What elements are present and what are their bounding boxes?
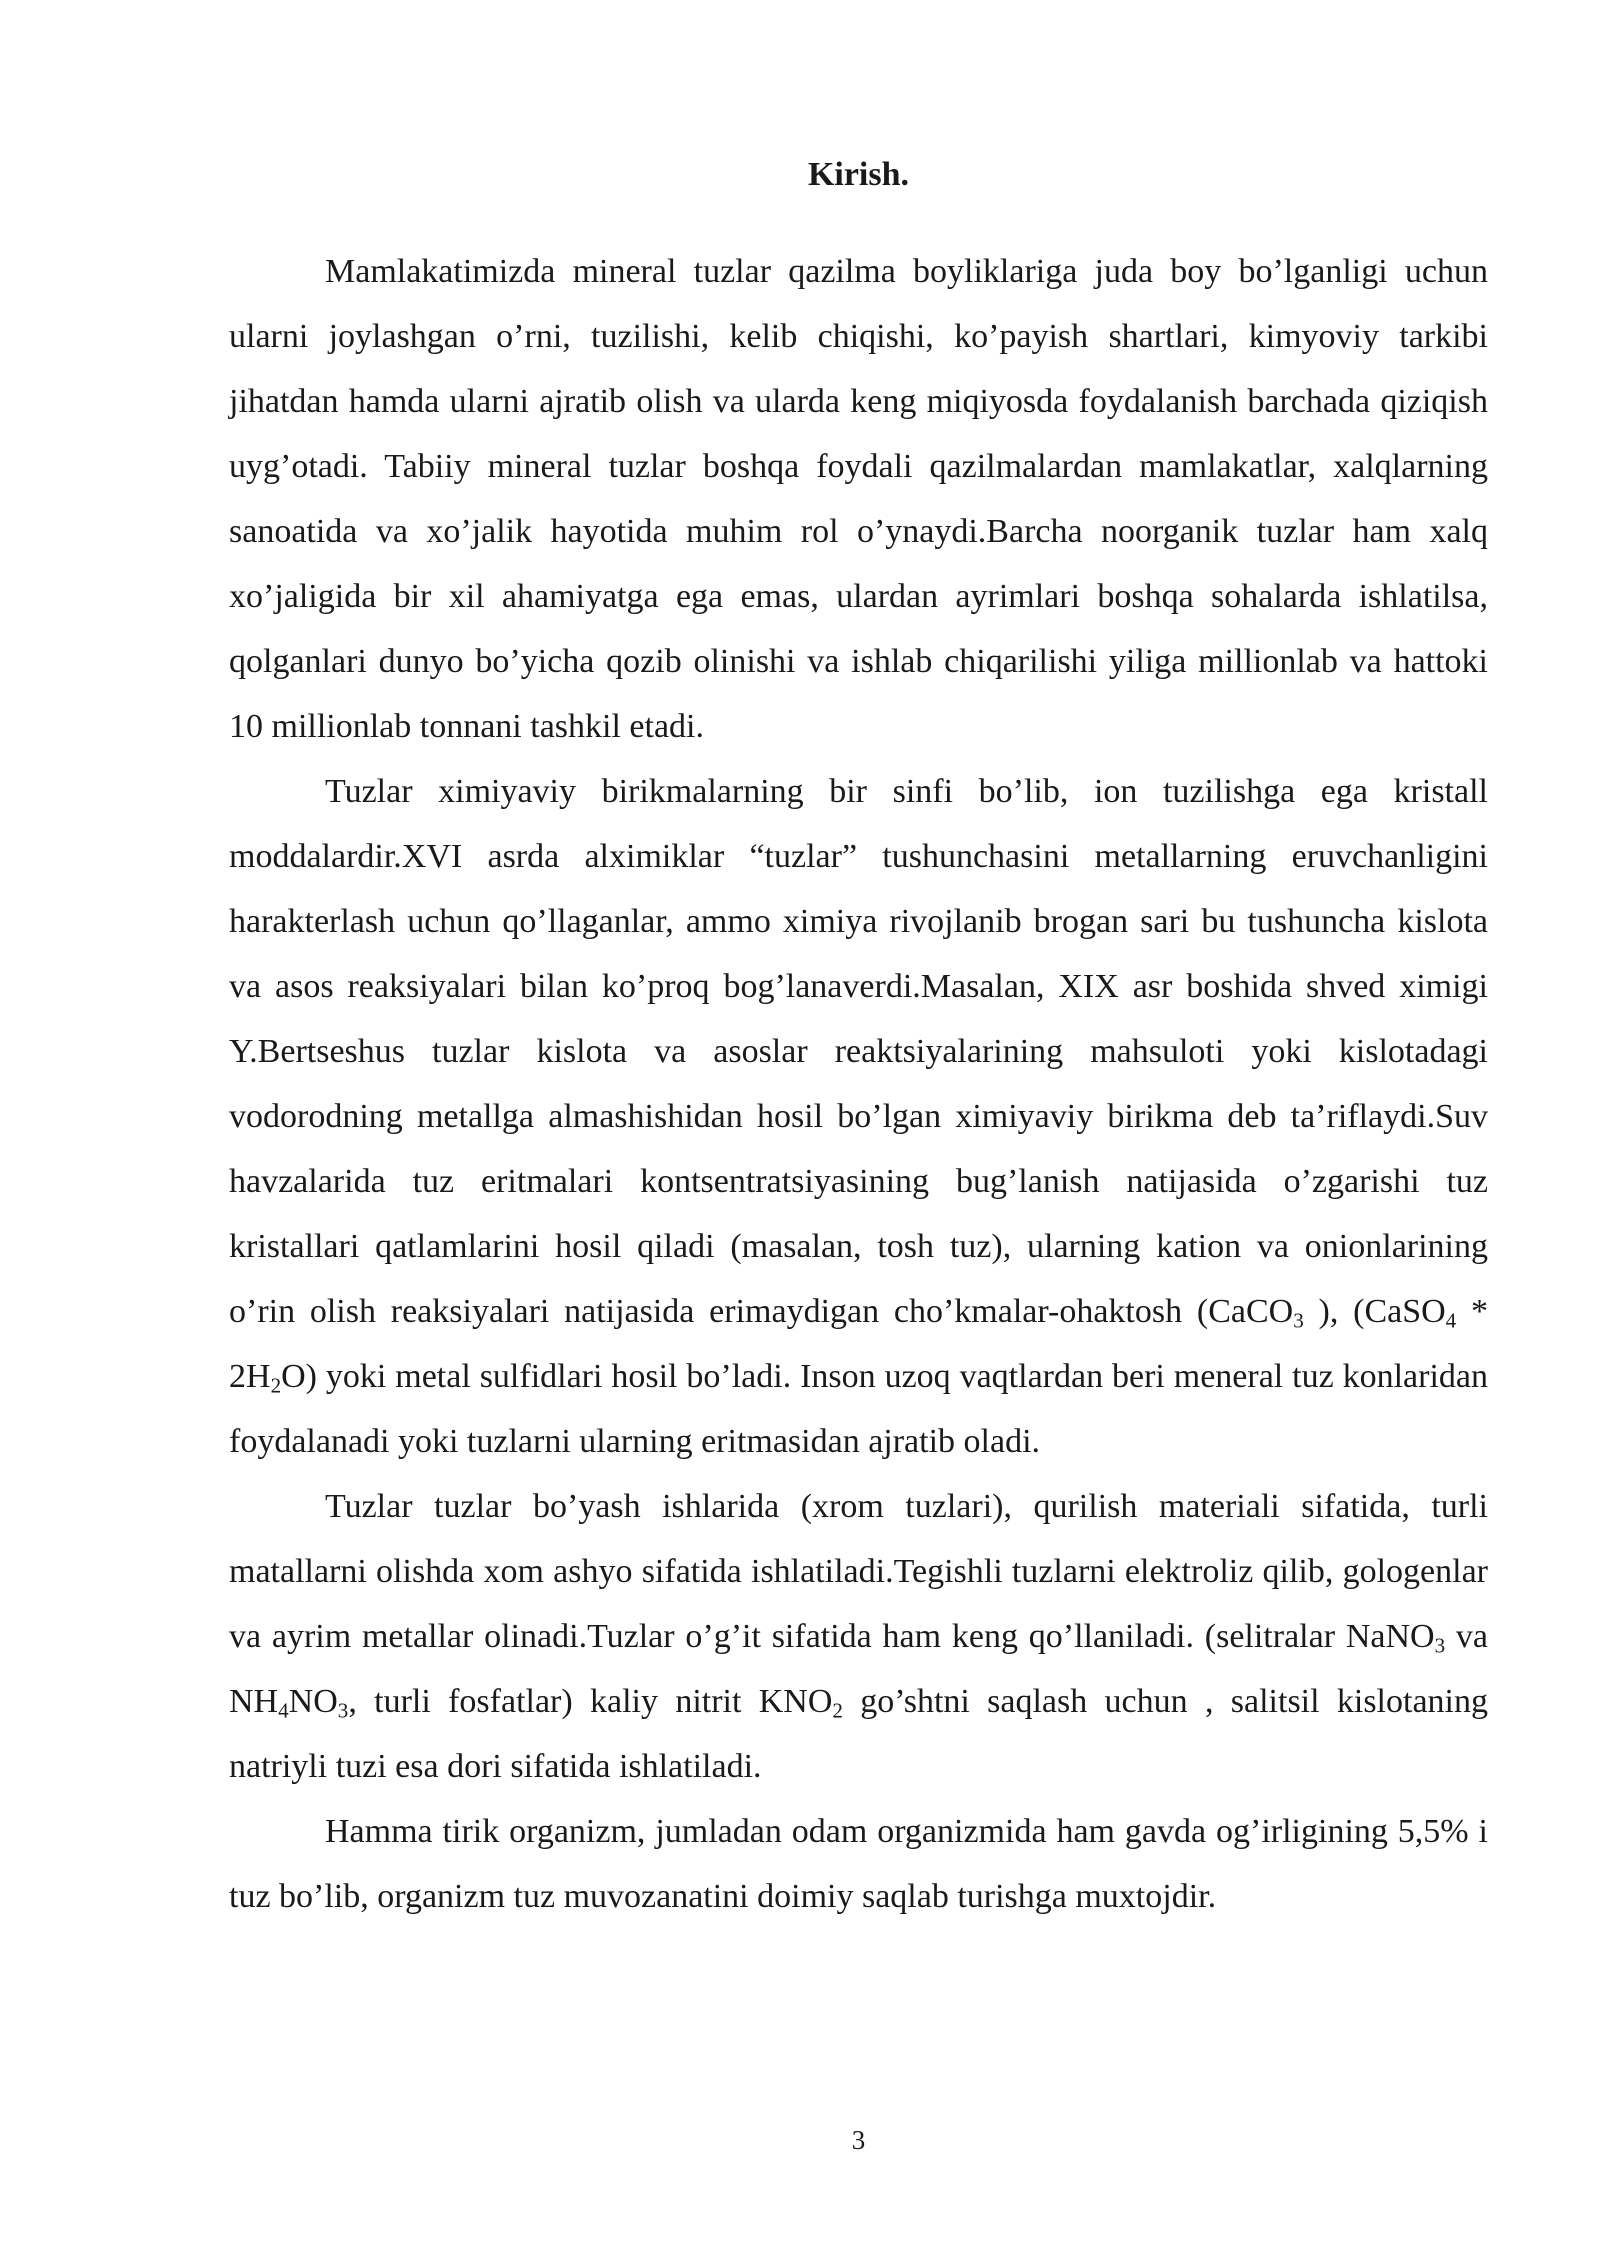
paragraph-2-text-b: ), (CaSO xyxy=(1303,1293,1446,1330)
paragraph-3-text-a: Tuzlar tuzlar bo’yash ishlarida (xrom tuzlari), qurilish materiali sifatida, turli matallarni olishda xom ashyo sifatida ishlatiladi.Tegishli tuzlarni elektroliz qilib, gologenlar va ayrim metallar olinadi.Tuzlar o’g’it sifatida ham keng qo’llaniladi. (selitralar NaNO xyxy=(229,1488,1488,1655)
paragraph-2-text-d: O) yoki metal sulfidlari hosil bo’ladi. Inson uzoq vaqtlardan beri meneral tuz konlaridan foydalanadi yoki tuzlarni ularning eritmasidan ajratib oladi. xyxy=(229,1358,1488,1460)
page-title: Kirish. xyxy=(807,156,910,193)
subscript-kno2: 2 xyxy=(832,1698,843,1723)
body-text xyxy=(229,239,1488,1929)
paragraph-2-text-a: Tuzlar ximiyaviy birikmalarning bir sinfi bo’lib, ion tuzilishga ega kristall moddalardir.XVI asrda alximiklar “tuzlar” tushunchasini metallarning eruvchanligini harakterlash uchun qo’llaganlar, ammo ximiya rivojlanib brogan sari bu tushuncha kislota va asos reaksiyalari bilan ko’proq bog’lanaverdi.Masalan, XIX asr boshida shved ximigi Y.Bertseshus tuzlar kislota va asoslar reaktsiyalarining mahsuloti yoki kislotadagi vodorodning metallga almashishidan hosil bo’lgan ximiyaviy birikma deb ta’riflaydi.Suv havzalarida tuz eritmalari kontsentratsiyasining bug’lanish natijasida o’zgarishi tuz kristallari qatlamlarini hosil qiladi (masalan, tosh tuz), ularning kation va onionlarining o’rin olish reaksiyalari natijasida erimaydigan cho’kmalar-ohaktosh (CaCO xyxy=(229,773,1488,1330)
paragraph-3-text-c: NO xyxy=(288,1683,338,1720)
paragraph-3-text-b: va NH xyxy=(229,1618,1489,1720)
subscript-nh4: 4 xyxy=(278,1698,289,1723)
paragraph-1: Mamlakatimizda mineral tuzlar qazilma boyliklariga juda boy bo’lganligi uchun ularni joylashgan o’rni, tuzilishi, kelib chiqishi, ko’payish shartlari, kimyoviy tarkibi jihatdan hamda ularni ajratib olish va ularda keng miqiyosda foydalanish barchada qiziqish uyg’otadi. Tabiiy mineral tuzlar boshqa foydali qazilmalardan mamlakatlar, xalqlarning sanoatida va xo’jalik hayotida muhim rol o’ynaydi.Barcha noorganik tuzlar ham xalq xo’jaligida bir xil ahamiyatga ega emas, ulardan ayrimlari boshqa sohalarda ishlatilsa, qolganlari dunyo bo’yicha qozib olinishi va ishlab chiqarilishi yiliga millionlab va hattoki 10 millionlab tonnani tashkil etadi. xyxy=(229,253,1488,745)
subscript-so4: 4 xyxy=(1445,1308,1457,1333)
subscript-nano3: 3 xyxy=(1434,1633,1446,1658)
paragraph-4: Hamma tirik organizm, jumladan odam organizmida ham gavda og’irligining 5,5% i tuz bo’lib, organizm tuz muvozanatini doimiy saqlab turishga muxtojdir. xyxy=(229,1813,1488,1915)
paragraph-2 xyxy=(229,759,1488,1474)
subscript-no3: 3 xyxy=(337,1698,349,1723)
paragraph-2-text-c: * 2H xyxy=(229,1293,1488,1395)
subscript-h2: 2 xyxy=(270,1373,282,1398)
page-number: 3 xyxy=(851,2125,866,2155)
paragraph-3-text-e: go’shtni saqlash uchun , salitsil kislotaning natriyli tuzi esa dori sifatida ishlatiladi. xyxy=(229,1683,1488,1785)
subscript-co3: 3 xyxy=(1293,1308,1304,1333)
paragraph-3 xyxy=(229,1474,1488,1799)
paragraph-3-text-d: , turli fosfatlar) kaliy nitrit KNO xyxy=(348,1683,833,1720)
